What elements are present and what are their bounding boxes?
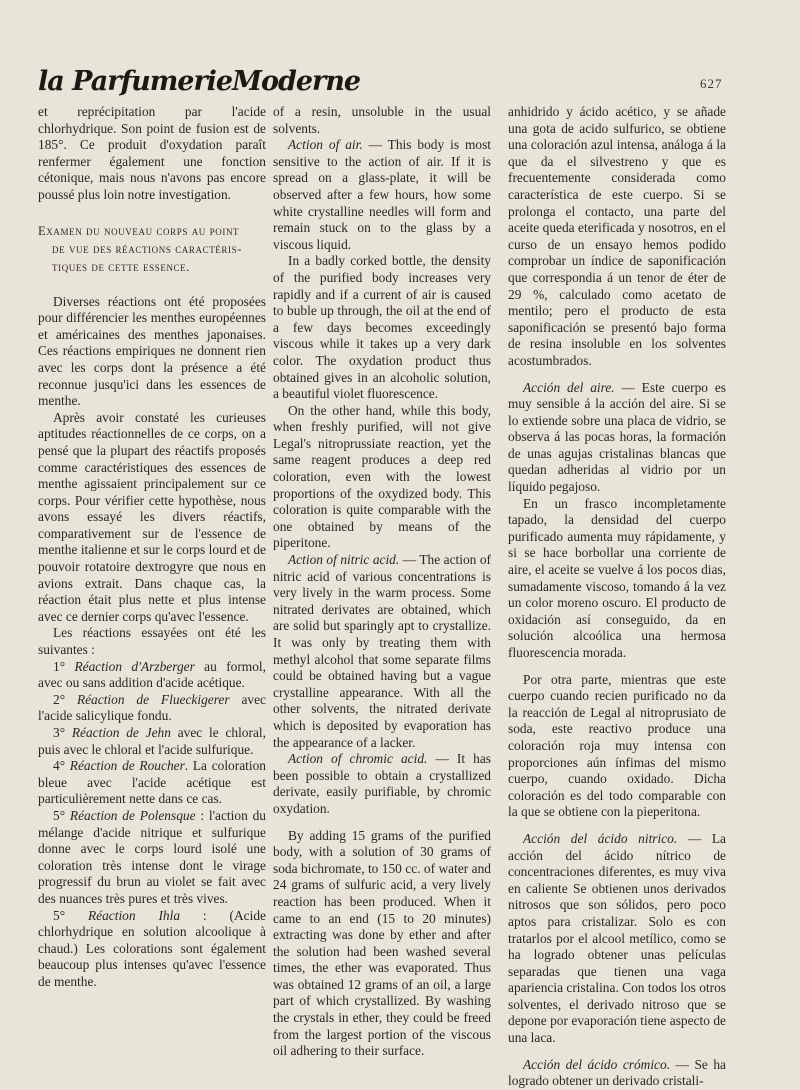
paragraph: Action of air. — This body is most sensitive to the action of air. If it is spread on a glass-plate, it will be observed after a few hours, how some white crystalline needles will form and remain stuck on to the glass by a viscous liquid. (273, 137, 491, 252)
paragraph: Action of chromic acid. — It has been possible to obtain a crystallized derivate, easily purifiable, by chromic oxydation. (273, 751, 492, 816)
paragraph: et reprécipitation par l'acide chlorhydrique. Son point de fusion est de 185°. Ce produit d'oxydation paraît renfermer également une fonction cétonique, mais nous n'avons pas encore poussé plus loin notre investigation. (38, 104, 266, 202)
heading-line: de vue des réactions caractéris- (52, 241, 242, 256)
paragraph: Acción del ácido nitrico. — La acción del ácido nítrico de concentraciones diferentes, es muy viva en caliente Se obtienen unos derivados nitrosos que son sólidos, pero poco aptos para cristalizar. Solo es con tratarlos por el alcool metílico, como se ha logrado obtener unas películas separadas que tienen una vaga apariencia cristalina. Con todos los otros solventes, el derivado nitroso que se depone por evaporación tiene aspecto de una laca. (508, 830, 726, 1046)
reaction-name: Réaction de Jehn (71, 725, 171, 740)
reaction-item: 1° Réaction d'Arzberger au formol, avec ou sans addition d'acide acétique. (38, 658, 266, 691)
paragraph: Acción del aire. — Este cuerpo es muy sensible á la acción del aire. Si se lo extiende sobre una placa de vidrio, se observa á las pocas horas, la formación de unas agujas cristalinas blancas que quedan adheridas al vidrio por un líquido pegajoso. (508, 379, 726, 495)
column-spanish (508, 104, 726, 1090)
paragraph: By adding 15 grams of the purified body, with a solution of 30 grams of soda bichromate, to 150 cc. of water and 24 grams of sulfuric acid, a very lively reaction has been produced. When it came to an end (15 to 20 minutes) extracting was done by ether and after the solution had been washed several times, the ether was evaporated. Thus was obtained 12 grams of an oil, a large part of which crystallized. By washing the crystals in ether, they could be freed from the largest portion of the viscous oil adhering to their surface. (273, 827, 491, 1059)
reaction-name: Réaction de Flueckigerer (76, 691, 230, 707)
paragraph: Acción del ácido crómico. — Se ha logrado obtener un derivado cristali- (508, 1056, 726, 1089)
paragraph-title: Action of nitric acid. (288, 552, 400, 568)
paragraph: Action of nitric acid. — The action of nitric acid of various concentrations is very lively in the warm process. Some nitrated derivates are obtained, which are solid but sparingly apt to crystallize. It was only by treating them with methyl alcohol that some separate films could be obtained having but a vague crystalline appearance. With all the other solvents, the nitrated derivate which is deposited by evaporation has the appearance of a lacker. (273, 552, 492, 750)
paragraph: In a badly corked bottle, the density of the purified body increases very rapidly and if a current of air is caused to buble up through, the oil at the end of a few days becomes exceedingly viscous while it takes up a very dark color. The oxydation product thus obtained gives in an alcoholic solution, a beautiful violet fluorescence. (273, 253, 491, 402)
reaction-name: Réaction d'Arzberger (74, 658, 195, 674)
reaction-item: 5° Réaction Ihla : (Acide chlorhydrique en solution alcoolique à chaud.) Les colorations sont également beaucoup plus intenses qu'avec l'essence de menthe. (38, 907, 266, 989)
reaction-item: 4° Réaction de Roucher. La coloration bleue avec l'acide acétique est particulièrement nette dans ce cas. (38, 758, 266, 807)
paragraph-title: Acción del aire. (523, 379, 615, 395)
paragraph-title: Action of chromic acid. (288, 751, 428, 767)
paragraph-title: Acción del ácido crómico. (523, 1056, 671, 1072)
reaction-name: Réaction de Roucher (69, 758, 185, 774)
reaction-item: 3° Réaction de Jehn avec le chloral, puis avec le chloral et l'acide sulfurique. (38, 725, 266, 757)
reaction-name: Réaction de Polensque (69, 807, 196, 823)
heading-line: Examen du nouveau corps au point (38, 223, 240, 238)
paragraph: of a resin, unsoluble in the usual solvents. (273, 104, 491, 136)
reaction-item: 2° Réaction de Flueckigerer avec l'acide salicylique fondu. (38, 691, 266, 724)
paragraph: On the other hand, while this body, when freshly purified, will not give Legal's nitroprussiate reaction, yet the same reagent produces a deep red coloration, even with the lowest proportions of the oxydized body. This coloration is quite comparable with the one obtained by means of the piperitone. (273, 402, 491, 551)
paragraph-title: Acción del ácido nitrico. (523, 830, 678, 846)
column-french (38, 104, 266, 991)
paragraph-title: Action of air. (288, 137, 363, 153)
paragraph: Por otra parte, mientras que este cuerpo cuando recien purificado no da la reacción de Legal al nitroprusiato de soda, este reactivo produce una coloración roja muy intensa con proporciones aún ínfimas del mismo cuerpo, cuando oxidado. Dicha coloración es del todo comparable con la que se obtiene con la pieperitona. (508, 671, 726, 820)
reaction-item: 5° Réaction de Polensque : l'action du mélange d'acide nitrique et sulfurique donne avec le corps lourd isolé une coloration très intense dont le virage progressif du brun au violet se fait avec des nuances très pures et très vives. (38, 807, 266, 906)
paragraph: En un frasco incompletamente tapado, la densidad del cuerpo purificado aumenta muy rápidamente, y si se hace borbollar una corriente de aire, el aceite se vuelve á los pocos dias, sumadamente viscoso, tomando á la vez un color moreno oscuro. El producto de oxidación así conseguido, da en solución alcoólica una hermosa fluorescencia morada. (508, 495, 726, 660)
paragraph: Après avoir constaté les curieuses aptitudes réactionnelles de ce corps, on a pensé que la plupart des réactifs proposés comme caractéristiques des essences de menthe agissaient principalement sur ce corps. Pour vérifier cette hypothèse, nous avons essayé les divers réactifs, comparativement sur de l'essence de menthe italienne et sur le corps lourd et de pouvoir rotatoire dextrogyre que nous en avions extrait. Dans chaque cas, la réaction était plus nette et plus intense avec ce dernier corps qu'avec l'essence. (38, 409, 266, 624)
paragraph: Les réactions essayées ont été les suivantes : (38, 625, 266, 658)
paragraph: anhidrido y ácido acético, y se añade una gota de acido sulfurico, se obtiene una coloración azul intensa, análoga á la que da el silvestreno y que es frecuentemente considerada como característica de este cuerpo. Si se prolonga el contacto, una parte del aceite queda eterificada y nosotros, en el curso de un ensayo hemos podido comprobar un índice de saponificación que correspondia á un tenor de éter de 29 %, calculado como acetato de mentilo; pero el producto de esta saponificación se presentó bajo forma de resina insoluble en los solventes acostumbrados. (508, 104, 726, 368)
heading-line: tiques de cette essence. (52, 259, 190, 274)
section-heading (38, 222, 266, 276)
paragraph: Diverses réactions ont été proposées pour différencier les menthes européennes et américaines des menthes japonaises. Ces réactions empiriques ne donnent rien avec les corps dont la présence a été reconnue jusqu'ici dans les essences de menthe. (38, 293, 266, 409)
journal-masthead: la ParfumerieModerne (38, 66, 361, 97)
page-number: 627 (700, 76, 723, 91)
reaction-name: Réaction Ihla (87, 907, 181, 923)
column-english (273, 104, 491, 1060)
